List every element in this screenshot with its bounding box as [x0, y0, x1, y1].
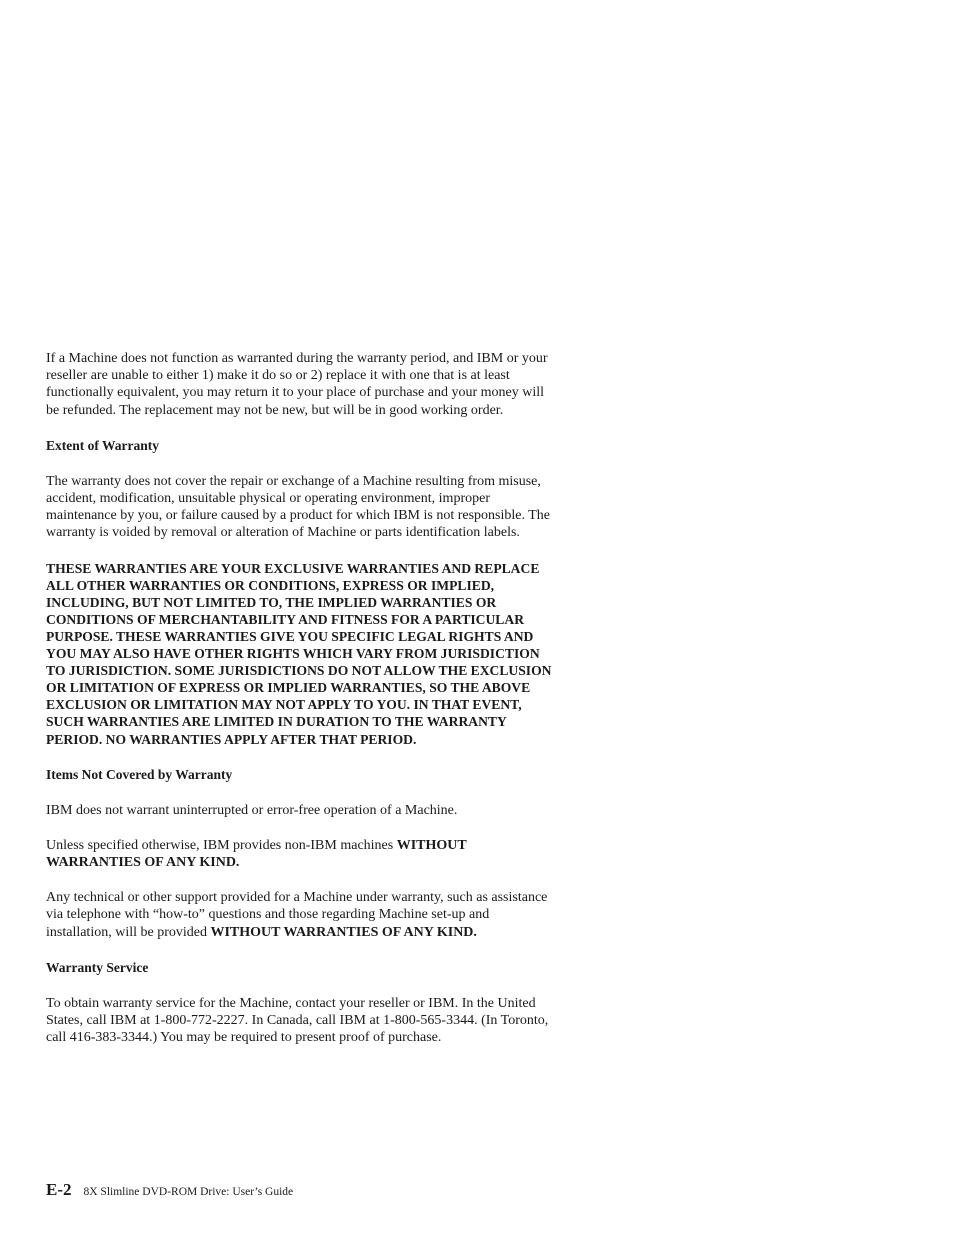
paragraph-no-uninterrupted-operation: IBM does not warrant uninterrupted or error-free operation of a Machine. — [46, 802, 458, 818]
paragraph-warranty-exclusions: The warranty does not cover the repair or exchange of a Machine resulting from misuse, accident, modification, unsuitable physical or operating environment, improper maintenance by you, or failure caused by a product for which IBM is not responsible. The warranty is voided by removal or alteration of Machine or parts identification labels. — [46, 473, 550, 541]
heading-warranty-service: Warranty Service — [46, 959, 149, 975]
document-body — [46, 350, 556, 1064]
paragraph-return-policy: If a Machine does not function as warranted during the warranty period, and IBM or your reseller are unable to either 1) make it do so or 2) replace it with one that is at least functionally equivalent, you may return it to your place of purchase and your money will be refunded. The replacement may not be new, but will be in good working order. — [46, 351, 548, 418]
non-ibm-bold-text: WITHOUT WARRANTIES OF ANY KIND. — [46, 837, 467, 871]
technical-support-bold-text: WITHOUT WARRANTIES OF ANY KIND. — [210, 924, 477, 940]
paragraph-non-ibm-machines — [46, 837, 556, 871]
paragraph-exclusive-warranties: THESE WARRANTIES ARE YOUR EXCLUSIVE WARRANTIES AND REPLACE ALL OTHER WARRANTIES OR CONDITIONS, EXPRESS OR IMPLIED, INCLUDING, BUT NOT LIMITED TO, THE IMPLIED WARRANTIES OR CONDITIONS OF MERCHANTABILITY AND FITNESS FOR A PARTICULAR PURPOSE. THESE WARRANTIES GIVE YOU SPECIFIC LEGAL RIGHTS AND YOU MAY ALSO HAVE OTHER RIGHTS WHICH VARY FROM JURISDICTION TO JURISDICTION. SOME JURISDICTIONS DO NOT ALLOW THE EXCLUSION OR LIMITATION OF EXPRESS OR IMPLIED WARRANTIES, SO THE ABOVE EXCLUSION OR LIMITATION MAY NOT APPLY TO YOU. IN THAT EVENT, SUCH WARRANTIES ARE LIMITED IN DURATION TO THE WARRANTY PERIOD. NO WARRANTIES APPLY AFTER THAT PERIOD. — [46, 560, 552, 747]
paragraph-contact-info: To obtain warranty service for the Machine, contact your reseller or IBM. In the United States, call IBM at 1-800-772-2227. In Canada, call IBM at 1-800-565-3344. (In Toronto, call 416-383-3344.) You may be required to present proof of purchase. — [46, 995, 549, 1046]
page-number: E-2 — [46, 1180, 72, 1199]
page-footer — [46, 1180, 646, 1200]
footer-document-title: 8X Slimline DVD-ROM Drive: User’s Guide — [83, 1186, 294, 1198]
non-ibm-text: Unless specified otherwise, IBM provides non-IBM machines — [46, 837, 397, 853]
technical-support-text: Any technical or other support provided for a Machine under warranty, such as assistance via telephone with “how-to” questions and those regarding Machine set-up and installation, will be provided — [46, 890, 548, 940]
paragraph-technical-support — [46, 889, 556, 941]
heading-extent-of-warranty: Extent of Warranty — [46, 437, 159, 453]
heading-items-not-covered: Items Not Covered by Warranty — [46, 766, 233, 782]
